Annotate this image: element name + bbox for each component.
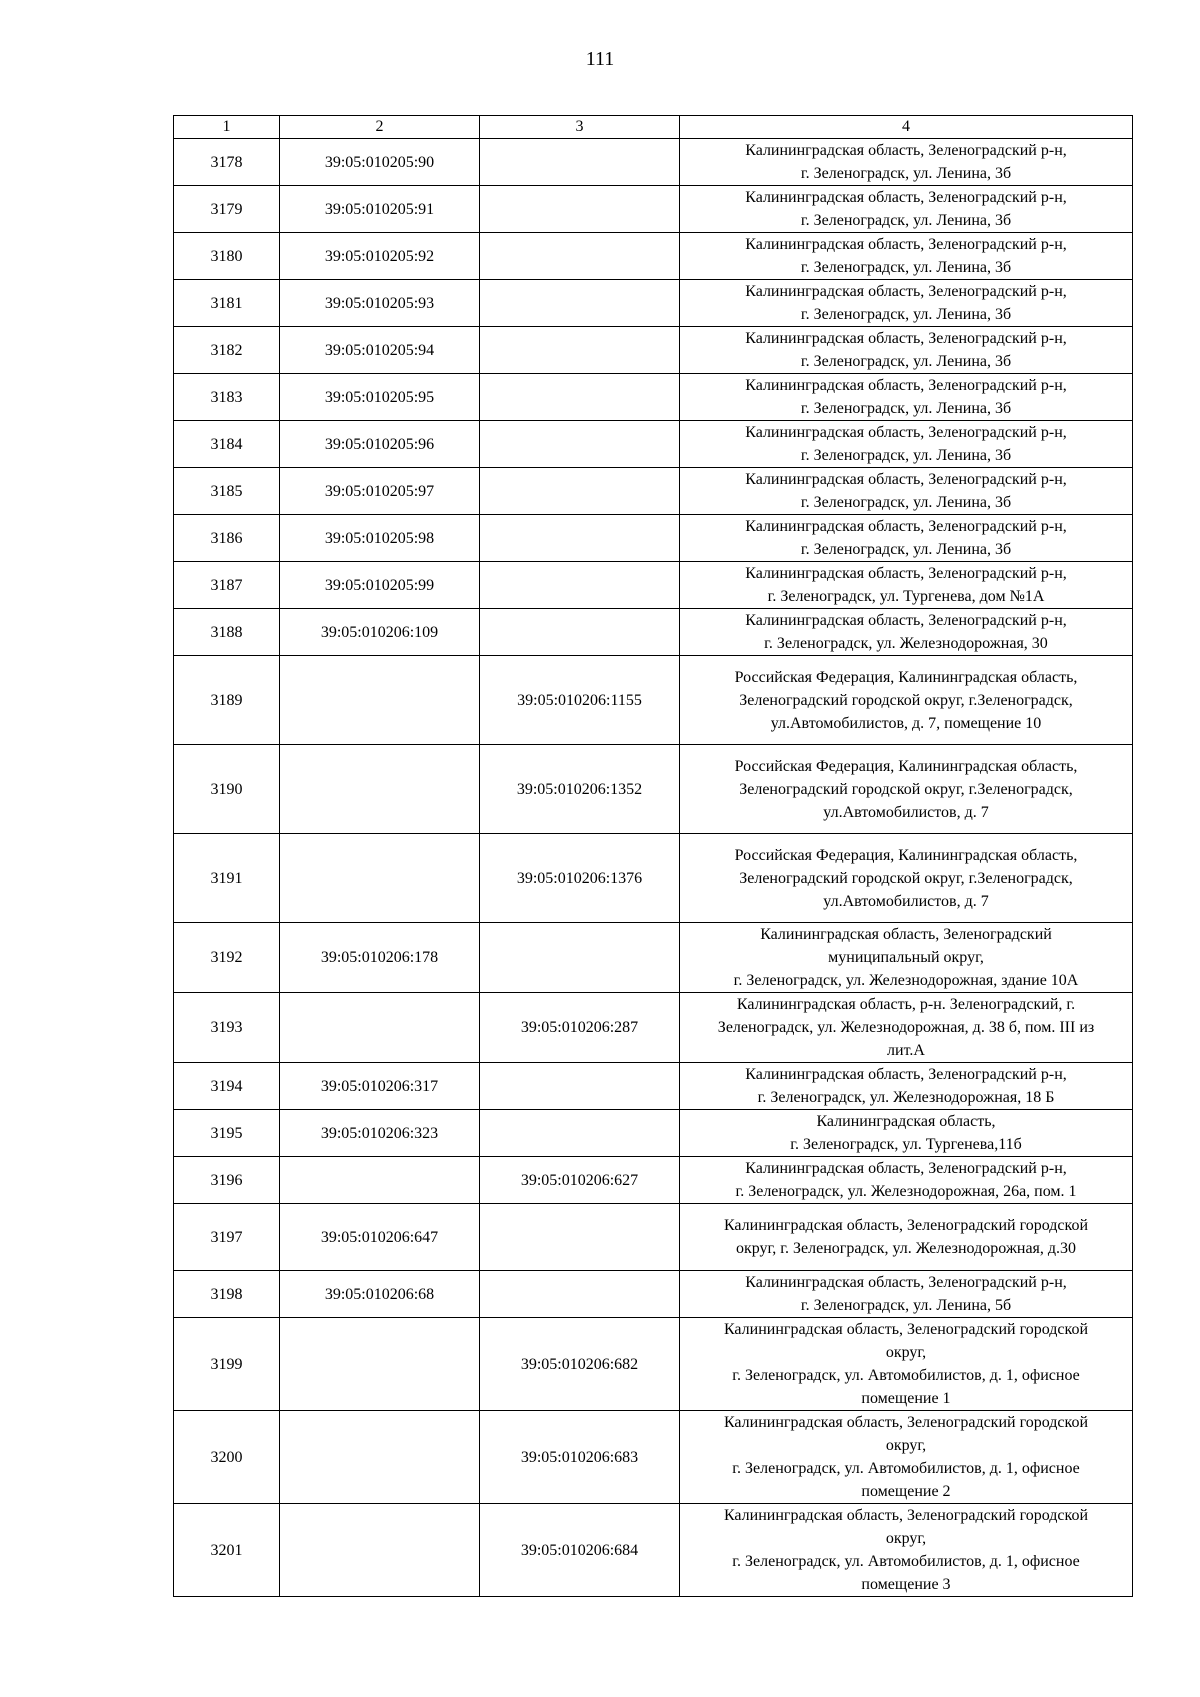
- row-number: 3183: [174, 374, 280, 421]
- address-cell: [680, 1110, 1133, 1157]
- address-line: Калининградская область, Зеленоградский р-н,: [745, 283, 1067, 300]
- cadastral-number-col2: [280, 834, 480, 923]
- column-header-1: 1: [174, 116, 280, 139]
- row-number: 3196: [174, 1157, 280, 1204]
- table-row: [174, 1271, 1133, 1318]
- address-line: Калининградская область, Зеленоградский р-н,: [745, 236, 1067, 253]
- cadastral-number-col3: [480, 139, 680, 186]
- cadastral-number-col3: [480, 1271, 680, 1318]
- address-cell: [680, 1504, 1133, 1597]
- row-number: 3179: [174, 186, 280, 233]
- address-line: Калининградская область, Зеленоградский р-н,: [745, 612, 1067, 629]
- address-cell: [680, 1204, 1133, 1271]
- cadastral-number-col2: 39:05:010206:109: [280, 609, 480, 656]
- address-line: Калининградская область, Зеленоградский р-н,: [745, 330, 1067, 347]
- address-line: Калининградская область, Зеленоградский р-н,: [745, 189, 1067, 206]
- table-row: [174, 562, 1133, 609]
- table-row: [174, 233, 1133, 280]
- registry-table: [173, 115, 1133, 1597]
- cadastral-number-col3: 39:05:010206:1155: [480, 656, 680, 745]
- cadastral-number-col2: [280, 1157, 480, 1204]
- row-number: 3195: [174, 1110, 280, 1157]
- address-cell: [680, 186, 1133, 233]
- cadastral-number-col2: 39:05:010206:647: [280, 1204, 480, 1271]
- address-line: Российская Федерация, Калининградская область,: [734, 757, 1078, 775]
- row-number: 3182: [174, 327, 280, 374]
- cadastral-number-col3: [480, 515, 680, 562]
- table-row: [174, 1110, 1133, 1157]
- address-line: Калининградская область, Зеленоградский р-н,: [745, 565, 1067, 582]
- address-line: Российская Федерация, Калининградская область,: [734, 846, 1078, 864]
- address-cell: [680, 374, 1133, 421]
- address-line: муниципальный округ,: [828, 949, 984, 966]
- cadastral-number-col3: [480, 374, 680, 421]
- address-cell: [680, 1063, 1133, 1110]
- cadastral-number-col2: 39:05:010205:96: [280, 421, 480, 468]
- address-line: г. Зеленоградск, ул. Ленина, 3б: [800, 259, 1012, 276]
- table-row: [174, 1411, 1133, 1504]
- address-line: округ,: [885, 1437, 927, 1454]
- cadastral-number-col3: 39:05:010206:287: [480, 993, 680, 1063]
- cadastral-number-col2: 39:05:010205:98: [280, 515, 480, 562]
- address-line: Зеленоградский городской округ, г.Зеленоградск,: [739, 869, 1073, 887]
- table-row: [174, 656, 1133, 745]
- address-line: Калининградская область, Зеленоградский городской: [723, 1414, 1089, 1431]
- address-cell: [680, 139, 1133, 186]
- cadastral-number-col3: [480, 468, 680, 515]
- table-row: [174, 1318, 1133, 1411]
- address-line: г. Зеленоградск, ул. Ленина, 3б: [800, 353, 1012, 370]
- cadastral-number-col3: 39:05:010206:683: [480, 1411, 680, 1504]
- address-cell: [680, 834, 1133, 923]
- address-cell: [680, 1318, 1133, 1411]
- cadastral-number-col3: [480, 562, 680, 609]
- address-line: Зеленоградский городской округ, г.Зеленоградск,: [739, 780, 1073, 798]
- address-line: Калининградская область, Зеленоградский р-н,: [745, 1066, 1067, 1083]
- address-line: ул.Автомобилистов, д. 7: [823, 803, 989, 821]
- row-number: 3185: [174, 468, 280, 515]
- cadastral-number-col3: [480, 233, 680, 280]
- address-cell: [680, 1411, 1133, 1504]
- row-number: 3184: [174, 421, 280, 468]
- address-line: г. Зеленоградск, ул. Тургенева, дом №1А: [767, 588, 1045, 605]
- row-number: 3193: [174, 993, 280, 1063]
- table-row: [174, 421, 1133, 468]
- table-row: [174, 923, 1133, 993]
- address-cell: [680, 1157, 1133, 1204]
- address-line: г. Зеленоградск, ул. Ленина, 3б: [800, 306, 1012, 323]
- address-line: г. Зеленоградск, ул. Ленина, 5б: [800, 1297, 1012, 1314]
- address-line: г. Зеленоградск, ул. Ленина, 3б: [800, 165, 1012, 182]
- table-row: [174, 834, 1133, 923]
- row-number: 3189: [174, 656, 280, 745]
- table-row: [174, 609, 1133, 656]
- table-row: [174, 327, 1133, 374]
- address-line: г. Зеленоградск, ул. Автомобилистов, д. 1, офисное: [732, 1460, 1080, 1477]
- address-cell: [680, 993, 1133, 1063]
- address-line: Калининградская область, р-н. Зеленоградский, г.: [736, 996, 1076, 1013]
- address-line: Калининградская область, Зеленоградский р-н,: [745, 424, 1067, 441]
- address-line: округ,: [885, 1344, 927, 1361]
- address-line: помещение 2: [861, 1483, 951, 1500]
- cadastral-number-col2: 39:05:010206:323: [280, 1110, 480, 1157]
- address-line: Зеленоградский городской округ, г.Зеленоградск,: [739, 691, 1073, 709]
- row-number: 3198: [174, 1271, 280, 1318]
- cadastral-number-col2: [280, 1504, 480, 1597]
- cadastral-number-col2: 39:05:010206:178: [280, 923, 480, 993]
- cadastral-number-col3: [480, 280, 680, 327]
- address-cell: [680, 327, 1133, 374]
- row-number: 3201: [174, 1504, 280, 1597]
- address-line: г. Зеленоградск, ул. Ленина, 3б: [800, 541, 1012, 558]
- cadastral-number-col2: 39:05:010205:92: [280, 233, 480, 280]
- registry-table-body: [174, 116, 1133, 1597]
- address-line: Калининградская область, Зеленоградский городской: [723, 1507, 1089, 1524]
- cadastral-number-col3: [480, 1110, 680, 1157]
- address-line: г. Зеленоградск, ул. Железнодорожная, 18 Б: [757, 1089, 1055, 1106]
- cadastral-number-col2: 39:05:010206:317: [280, 1063, 480, 1110]
- cadastral-number-col3: 39:05:010206:627: [480, 1157, 680, 1204]
- cadastral-number-col3: [480, 1063, 680, 1110]
- column-header-2: 2: [280, 116, 480, 139]
- address-cell: [680, 923, 1133, 993]
- table-row: [174, 1204, 1133, 1271]
- table-row: [174, 186, 1133, 233]
- table-row: [174, 993, 1133, 1063]
- row-number: 3191: [174, 834, 280, 923]
- address-cell: [680, 609, 1133, 656]
- address-cell: [680, 468, 1133, 515]
- address-line: Калининградская область, Зеленоградский р-н,: [745, 377, 1067, 394]
- cadastral-number-col3: [480, 327, 680, 374]
- address-line: Российская Федерация, Калининградская область,: [734, 668, 1078, 686]
- row-number: 3194: [174, 1063, 280, 1110]
- row-number: 3186: [174, 515, 280, 562]
- address-line: г. Зеленоградск, ул. Автомобилистов, д. 1, офисное: [732, 1553, 1080, 1570]
- cadastral-number-col3: [480, 421, 680, 468]
- cadastral-number-col2: 39:05:010205:97: [280, 468, 480, 515]
- row-number: 3178: [174, 139, 280, 186]
- address-line: г. Зеленоградск, ул. Ленина, 3б: [800, 494, 1012, 511]
- row-number: 3181: [174, 280, 280, 327]
- cadastral-number-col3: 39:05:010206:684: [480, 1504, 680, 1597]
- cadastral-number-col3: [480, 186, 680, 233]
- table-row: [174, 745, 1133, 834]
- cadastral-number-col3: 39:05:010206:1352: [480, 745, 680, 834]
- row-number: 3190: [174, 745, 280, 834]
- table-row: [174, 1157, 1133, 1204]
- address-cell: [680, 656, 1133, 745]
- table-row: [174, 139, 1133, 186]
- address-line: г. Зеленоградск, ул. Железнодорожная, здание 10А: [733, 972, 1079, 989]
- address-line: Зеленоградск, ул. Железнодорожная, д. 38 б, пом. III из: [717, 1019, 1095, 1036]
- cadastral-number-col2: [280, 745, 480, 834]
- address-line: г. Зеленоградск, ул. Железнодорожная, 30: [764, 635, 1048, 652]
- cadastral-number-col3: 39:05:010206:1376: [480, 834, 680, 923]
- cadastral-number-col2: [280, 656, 480, 745]
- address-line: г. Зеленоградск, ул. Ленина, 3б: [800, 400, 1012, 417]
- row-number: 3180: [174, 233, 280, 280]
- cadastral-number-col2: 39:05:010205:90: [280, 139, 480, 186]
- address-cell: [680, 280, 1133, 327]
- address-cell: [680, 745, 1133, 834]
- address-line: г. Зеленоградск, ул. Железнодорожная, 26а, пом. 1: [735, 1183, 1077, 1200]
- row-number: 3192: [174, 923, 280, 993]
- column-header-3: 3: [480, 116, 680, 139]
- address-line: помещение 3: [861, 1576, 951, 1593]
- cadastral-number-col2: [280, 1318, 480, 1411]
- cadastral-number-col2: 39:05:010205:99: [280, 562, 480, 609]
- address-line: лит.А: [887, 1042, 925, 1059]
- table-row: [174, 515, 1133, 562]
- address-cell: [680, 233, 1133, 280]
- cadastral-number-col2: 39:05:010205:91: [280, 186, 480, 233]
- address-line: г. Зеленоградск, ул. Ленина, 3б: [800, 212, 1012, 229]
- address-line: помещение 1: [861, 1390, 951, 1407]
- address-line: Калининградская область, Зеленоградский р-н,: [745, 1274, 1067, 1291]
- row-number: 3200: [174, 1411, 280, 1504]
- address-line: округ, г. Зеленоградск, ул. Железнодорожная, д.30: [735, 1240, 1077, 1257]
- cadastral-number-col2: [280, 1411, 480, 1504]
- address-cell: [680, 1271, 1133, 1318]
- address-line: г. Зеленоградск, ул. Тургенева,11б: [790, 1136, 1022, 1153]
- address-cell: [680, 515, 1133, 562]
- address-line: ул.Автомобилистов, д. 7: [823, 892, 989, 910]
- address-line: Калининградская область, Зеленоградский р-н,: [745, 518, 1067, 535]
- cadastral-number-col2: 39:05:010205:93: [280, 280, 480, 327]
- table-row: [174, 1504, 1133, 1597]
- row-number: 3197: [174, 1204, 280, 1271]
- address-line: Калининградская область, Зеленоградский р-н,: [745, 142, 1067, 159]
- table-row: [174, 374, 1133, 421]
- address-line: г. Зеленоградск, ул. Автомобилистов, д. 1, офисное: [732, 1367, 1080, 1384]
- table-row: [174, 280, 1133, 327]
- address-line: г. Зеленоградск, ул. Ленина, 3б: [800, 447, 1012, 464]
- cadastral-number-col3: [480, 609, 680, 656]
- row-number: 3188: [174, 609, 280, 656]
- row-number: 3187: [174, 562, 280, 609]
- address-cell: [680, 562, 1133, 609]
- cadastral-number-col2: 39:05:010205:95: [280, 374, 480, 421]
- table-header-row: [174, 116, 1133, 139]
- address-line: Калининградская область,: [816, 1113, 996, 1130]
- cadastral-number-col2: 39:05:010205:94: [280, 327, 480, 374]
- address-cell: [680, 421, 1133, 468]
- address-line: Калининградская область, Зеленоградский городской: [723, 1217, 1089, 1234]
- cadastral-number-col3: [480, 923, 680, 993]
- row-number: 3199: [174, 1318, 280, 1411]
- table-row: [174, 1063, 1133, 1110]
- column-header-4: 4: [680, 116, 1133, 139]
- address-line: Калининградская область, Зеленоградский р-н,: [745, 471, 1067, 488]
- cadastral-number-col2: [280, 993, 480, 1063]
- cadastral-number-col2: 39:05:010206:68: [280, 1271, 480, 1318]
- address-line: ул.Автомобилистов, д. 7, помещение 10: [770, 714, 1042, 732]
- page-number: 111: [585, 48, 615, 70]
- address-line: Калининградская область, Зеленоградский городской: [723, 1321, 1089, 1338]
- cadastral-number-col3: [480, 1204, 680, 1271]
- address-line: округ,: [885, 1530, 927, 1547]
- address-line: Калининградская область, Зеленоградский р-н,: [745, 1160, 1067, 1177]
- table-row: [174, 468, 1133, 515]
- address-line: Калининградская область, Зеленоградский: [760, 926, 1052, 943]
- cadastral-number-col3: 39:05:010206:682: [480, 1318, 680, 1411]
